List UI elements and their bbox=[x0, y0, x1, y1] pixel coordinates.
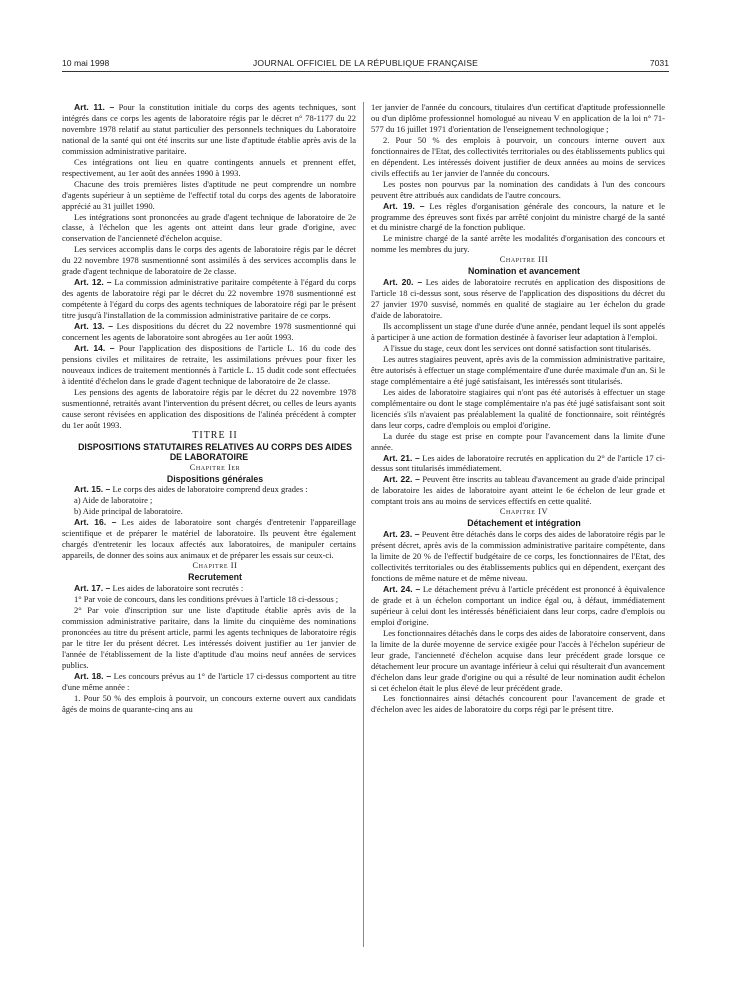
issue-date: 10 mai 1998 bbox=[62, 58, 110, 68]
article-text: Pour l'application des dispositions de l'article L. 16 du code des pensions civiles et militaires de retraite, les assimilations prévues pour fixer les nouveaux indices de traitement mentionnés à l'article L. 15 dudit code sont effectuées à identité d'échelon dans le grade d'agent technique de laboratoire de 2e classe. bbox=[62, 342, 356, 386]
article-label: Art. 14. – bbox=[74, 342, 115, 353]
article-label: Art. 18. – bbox=[74, 670, 112, 681]
article-label: Art. 16. – bbox=[74, 517, 117, 528]
article-label: Art. 20. – bbox=[383, 277, 423, 288]
paragraph: Ils accomplissent un stage d'une durée d'une année, pendant lequel ils sont appelés à participer à une action de formation destinée à favoriser leur adaptation à l'emploi. bbox=[371, 321, 665, 343]
article-text: Les aides de laboratoire sont chargés d'entretenir l'appareillage scientifique et de préparer le matériel de laboratoire. Ils peuvent être également chargés d'entretenir les locaux affectés aux laboratoires, de manipuler certains appareils, de donner des soins aux animaux et de préparer les essais sur ceux-ci. bbox=[62, 517, 356, 561]
paragraph: La durée du stage est prise en compte pour l'avancement dans la limite d'une année. bbox=[371, 430, 665, 452]
article-20 bbox=[371, 277, 665, 321]
paragraph: 2. Pour 50 % des emplois à pourvoir, un concours interne ouvert aux fonctionnaires de l'Etat, des collectivités territoriales ou des établissements publics qui en dépendent. Les intéressés doivent justifier de deux années au moins de services civils effectifs au 1er janvier de l'année du concours. bbox=[371, 134, 665, 178]
article-label: Art. 23. – bbox=[383, 529, 420, 540]
list-item: b) Aide principal de laboratoire. bbox=[74, 506, 183, 517]
chapter-subheading: Nomination et avancement bbox=[468, 266, 580, 277]
paragraph: 1. Pour 50 % des emplois à pourvoir, un concours externe ouvert aux candidats âgés de moins de quarante-cinq ans au bbox=[62, 692, 356, 714]
article-text: La commission administrative paritaire compétente à l'égard du corps des agents de laboratoire régi par le décret du 22 novembre 1978 susmentionné est compétente à l'égard du corps des agents techniques de laboratoire régi par le présent titre jusqu'à l'installation de la commission administrative paritaire de ce corps. bbox=[62, 277, 356, 321]
article-text: Les aides de laboratoire recrutés en application du 2° de l'article 17 ci-dessus sont titularisés immédiatement. bbox=[371, 452, 665, 474]
chapter-heading: Chapitre IV bbox=[499, 507, 549, 517]
column-divider bbox=[363, 102, 364, 947]
paragraph: Les fonctionnaires ainsi détachés concourent pour l'avancement de grade et d'échelon avec les aides de laboratoire du corps régi par le présent titre. bbox=[371, 693, 665, 715]
chapter-heading: Chapitre III bbox=[499, 255, 549, 265]
article-13 bbox=[62, 321, 356, 343]
left-column bbox=[62, 102, 356, 714]
chapter-subheading: Dispositions générales bbox=[166, 473, 264, 484]
article-text: Peuvent être inscrits au tableau d'avancement au grade d'aide principal de laboratoire les aides de laboratoire ayant atteint le 6e échelon de leur grade et comptant trois ans au moins de services effectifs en cette qualité. bbox=[371, 474, 666, 507]
article-label: Art. 12. – bbox=[74, 277, 112, 288]
article-label: Art. 24. – bbox=[383, 583, 421, 594]
title-heading: TITRE II bbox=[192, 429, 238, 441]
paragraph: 1er janvier de l'année du concours, titulaires d'un certificat d'aptitude professionnelle ou d'un diplôme professionnel homologué au niveau V en application de la loi n° 71-577 du 16 juillet 1971 d'orientation de l'enseignement technologique ; bbox=[371, 102, 665, 134]
paragraph: Les postes non pourvus par la nomination des candidats à l'un des concours peuvent être attribués aux candidats de l'autre concours. bbox=[371, 178, 665, 200]
journal-title: JOURNAL OFFICIEL DE LA RÉPUBLIQUE FRANÇAISE bbox=[252, 58, 479, 68]
article-text: Les aides de laboratoire sont recrutés : bbox=[112, 583, 244, 594]
paragraph: Les services accomplis dans le corps des agents de laboratoire régis par le décret du 22 novembre 1978 susmentionné sont assimilés à des services accomplis dans le grade d'agent technique de laboratoire de 2e classe. bbox=[62, 244, 356, 277]
header-rule bbox=[62, 71, 669, 72]
article-label: Art. 21. – bbox=[383, 452, 420, 463]
list-item: a) Aide de laboratoire ; bbox=[74, 495, 153, 506]
paragraph: Les autres stagiaires peuvent, après avis de la commission administrative paritaire, être autorisés à effectuer un stage complémentaire d'une durée maximale d'un an. Si le stage complémentaire a été jugé satisfaisant, les intéressés sont titularisés. bbox=[371, 353, 665, 386]
article-24 bbox=[371, 584, 665, 628]
article-19 bbox=[371, 201, 665, 234]
article-21 bbox=[371, 453, 665, 475]
article-22 bbox=[371, 474, 665, 507]
article-12 bbox=[62, 277, 356, 321]
paragraph: Les fonctionnaires détachés dans le corps des aides de laboratoire conservent, dans la limite de la durée moyenne de service exigée pour l'accès à l'échelon supérieur de leur grade, l'ancienneté d'échelon acquise dans leur précédent grade lorsque ce détachement leur procure un avantage inférieur à celui qui résulterait d'un avancement d'échelon dans leur grade d'origine ou qui a résulté de leur nomination audit échelon si cet échelon était le plus élevé de leur précédent grade. bbox=[371, 627, 665, 693]
article-label: Art. 13. – bbox=[74, 321, 114, 332]
article-label: Art. 17. – bbox=[74, 583, 111, 594]
article-text: Pour la constitution initiale du corps des agents techniques, sont intégrés dans ce corps les agents de laboratoire régis par le décret n° 78-1177 du 22 novembre 1978 relatif au statut particulier des personnels techniques du Laboratoire national de la santé qui ont été inscrits sur une liste d'aptitude établie après avis de la commission administrative paritaire. bbox=[62, 102, 357, 156]
article-label: Art. 22. – bbox=[383, 474, 420, 485]
article-text: Le détachement prévu à l'article précédent est prononcé à équivalence de grade et à un échelon comportant un indice égal ou, à défaut, immédiatement supérieur à celui dont les intéressés bénéficiaient dans leur corps, cadre d'emplois ou emploi d'origine. bbox=[371, 583, 665, 627]
article-label: Art. 19. – bbox=[383, 200, 425, 211]
paragraph: A l'issue du stage, ceux dont les services ont donné satisfaction sont titularisés. bbox=[383, 342, 651, 353]
article-text: Les concours prévus au 1° de l'article 17 ci-dessus comportent au titre d'une même année : bbox=[62, 670, 356, 692]
paragraph: Les intégrations sont prononcées au grade d'agent technique de laboratoire de 2e classe, à l'échelon que les agents ont atteint dans leur grade d'origine, avec conservation de l'ancienneté d'échelon acquise. bbox=[62, 211, 356, 244]
article-15 bbox=[62, 484, 356, 495]
article-18 bbox=[62, 671, 356, 693]
right-column bbox=[371, 102, 665, 715]
chapter-subheading: Détachement et intégration bbox=[467, 518, 581, 529]
paragraph: Ces intégrations ont lieu en quatre contingents annuels et prennent effet, respectivement, au 1er août des années 1990 à 1993. bbox=[62, 156, 356, 178]
paragraph: 1° Par voie de concours, dans les conditions prévues à l'article 18 ci-dessous ; bbox=[74, 593, 339, 604]
paragraph: 2° Par voie d'inscription sur une liste d'aptitude établie après avis de la commission administrative paritaire, dans la limite du cinquième des nominations prononcées au titre du présent article, parmi les agents techniques de laboratoire régis par le titre Ier du présent décret. Les intéressés doivent justifier au 1er janvier de l'année de l'établissement de la liste d'aptitude d'au moins neuf années de services publics. bbox=[62, 604, 356, 670]
article-text: Le corps des aides de laboratoire comprend deux grades : bbox=[112, 484, 308, 495]
article-label: Art. 15. – bbox=[74, 484, 111, 495]
article-23 bbox=[371, 529, 665, 584]
chapter-heading: Chapitre II bbox=[192, 561, 238, 571]
paragraph: Les aides de laboratoire stagiaires qui n'ont pas été autorisés à effectuer un stage complémentaire ou dont le stage complémentaire n'a pas été jugé satisfaisant sont soit licenciés s'ils n'avaient pas préalablement la qualité de fonctionnaire, soit réintégrés dans leur corps, cadre d'emplois ou emploi d'origine. bbox=[371, 386, 665, 430]
chapter-heading: Chapitre Ier bbox=[189, 462, 241, 472]
paragraph: Chacune des trois premières listes d'aptitude ne peut comprendre un nombre d'agents supérieur à un septième de l'effectif total du corps des agents de laboratoire apprécié au 31 juillet 1990. bbox=[62, 178, 356, 211]
page-number: 7031 bbox=[649, 58, 669, 68]
chapter-subheading: Recrutement bbox=[188, 572, 242, 583]
paragraph: Le ministre chargé de la santé arrête les modalités d'organisation des concours et nomme les membres du jury. bbox=[371, 233, 665, 255]
paragraph: Les pensions des agents de laboratoire régis par le décret du 22 novembre 1978 susmentionné, retraités avant l'intervention du présent décret, ou celles de leurs ayants cause seront révisées en application des dispositions de l'alinéa précédent à compter du 1er août 1993. bbox=[62, 386, 356, 430]
article-17 bbox=[62, 583, 356, 594]
article-text: Les règles d'organisation générale des concours, la nature et le programme des épreuves sont fixés par arrêté conjoint du ministre chargé de la santé et du ministre chargé de la fonction publique. bbox=[371, 200, 665, 233]
article-16 bbox=[62, 517, 356, 561]
article-text: Peuvent être détachés dans le corps des aides de laboratoire régis par le présent décret, après avis de la commission administrative paritaire compétente, dans la limite de 20 % de l'effectif budgétaire de ce corps, les fonctionnaires de l'Etat, des collectivités territoriales ou des établissements publics qui en dépendent, exerçant des fonctions de même nature et de même niveau. bbox=[371, 529, 665, 583]
article-14 bbox=[62, 343, 356, 387]
article-label: Art. 11. – bbox=[74, 102, 115, 112]
article-text: Les dispositions du décret du 22 novembre 1978 susmentionné qui concernent les agents de laboratoire sont abrogées au 1er août 1993. bbox=[62, 321, 356, 343]
page-header bbox=[62, 56, 669, 70]
title-subheading: DISPOSITIONS STATUTAIRES RELATIVES AU CORPS DES AIDES DE LABORATOIRE bbox=[78, 441, 352, 463]
article-text: Les aides de laboratoire recrutés en application des dispositions de l'article 18 ci-dessus sont, sous réserve de l'application des dispositions du décret du 27 janvier 1970 susvisé, nommés en qualité de stagiaire au 1er échelon du grade d'aide de laboratoire. bbox=[371, 277, 665, 321]
article-11 bbox=[62, 102, 356, 157]
